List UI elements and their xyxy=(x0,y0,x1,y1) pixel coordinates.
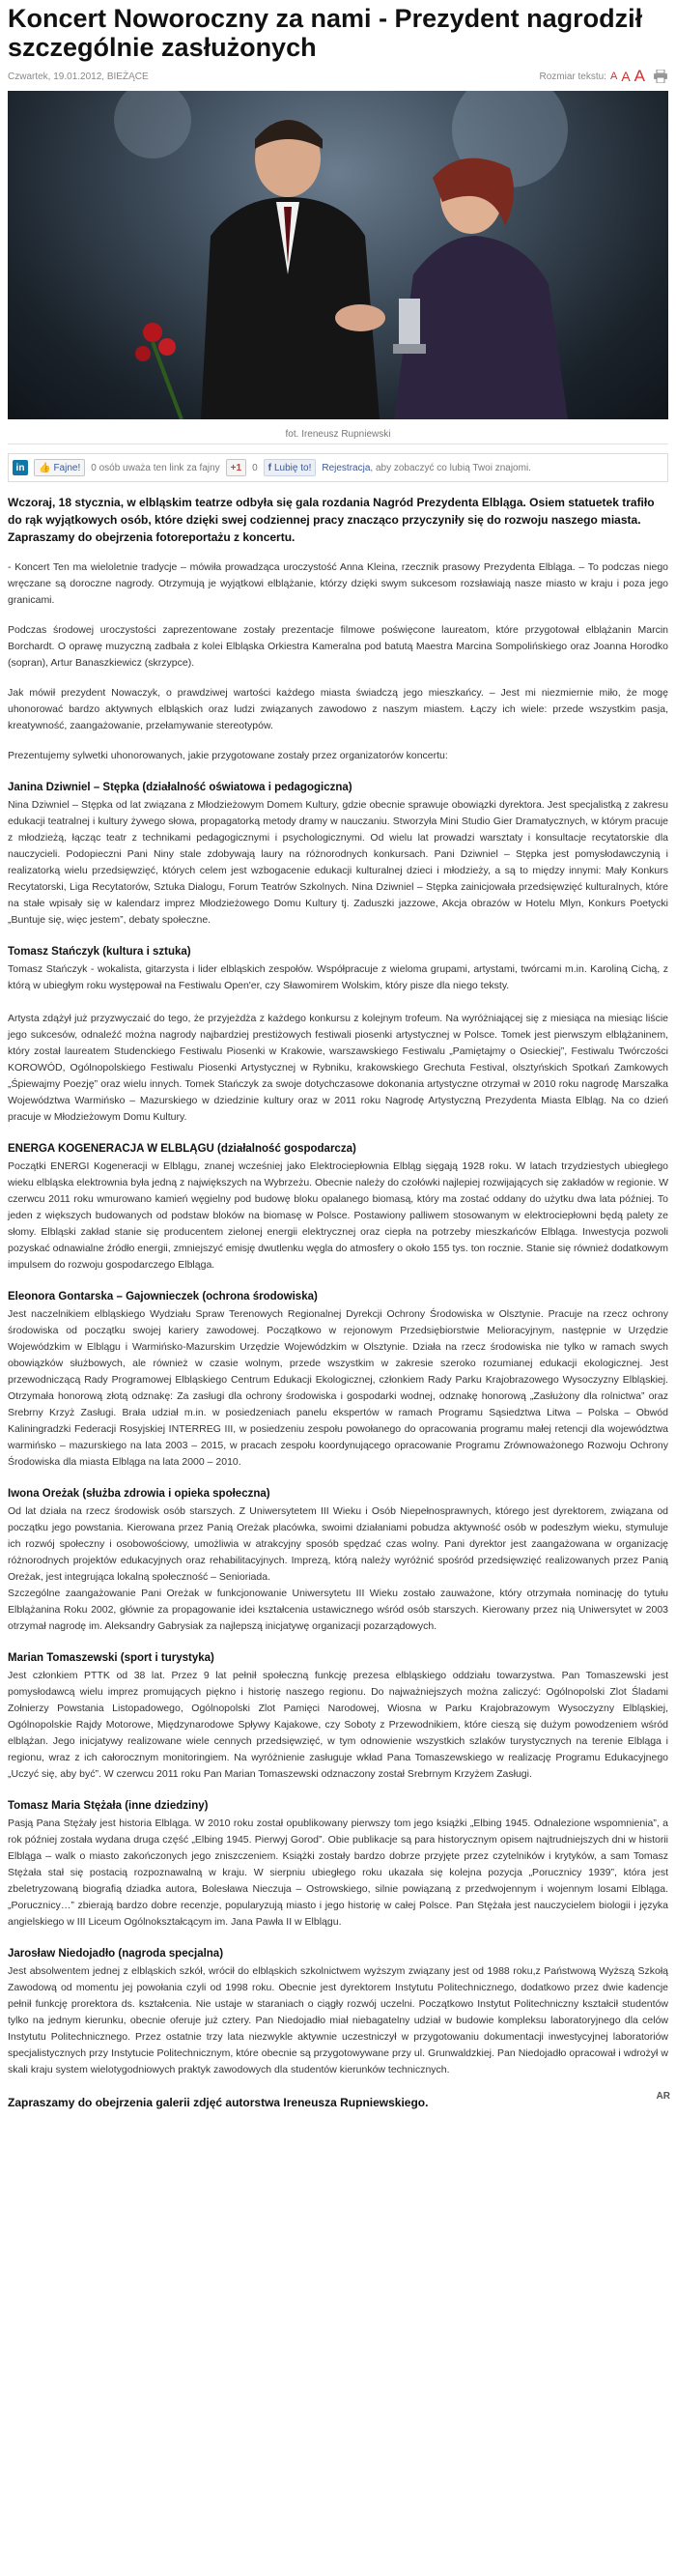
section-text: Pasją Pana Stężały jest historia Elbląga. W 2010 roku został opublikowany pierwszy tom jego książki „Elbing 1945. Odnalezione wspomnienia”, a rok później została wydana druga część „Elbing 1945. Pierwyj Gorod”. Obie publikacje są para historycznym opisem najtrudniejszych dni w historii Elbląga – walk o miasto zakończonych jego zniszczeniem. Książki zostały bardzo dobrze przyjęte przez czytelników i krytyków, a sam Tomasz Stężała stał się postacią rozpoznawalną w kraju. W sierpniu ubiegłego roku ukazała się kolejna pozycja „Porucznicy 1939”, która jest zbeletryzowaną biografią dziadka autora, Bolesława Nieczuja – Ostrowskiego, silnie powiązaną z przedwojennym i wojennym losami Elbląga. „Porucznicy…” zbierają bardzo dobre recenzje, popularyzują miasto i jego historię w całej Polsce. Pan Stężała jest nauczycielem biologii i języka angielskiego w III Liceum Ogólnokształcącym im. Jana Pawła II w Elblągu. xyxy=(8,1818,668,1928)
article-category[interactable]: BIEŻĄCE xyxy=(106,71,149,82)
section-heading: Jarosław Niedojadło (nagroda specjalna) xyxy=(8,1948,224,1960)
laureate-section xyxy=(8,1143,668,1274)
laureate-section xyxy=(8,1488,668,1635)
linkedin-button[interactable]: in xyxy=(13,460,28,475)
like-count: 0 osób uważa ten link za fajny xyxy=(91,462,220,473)
fb-register-text: , aby zobaczyć co lubią Twoi znajomi. xyxy=(370,462,531,473)
fb-like-label: Lubię to! xyxy=(273,462,312,473)
article-date: Czwartek, 19.01.2012, xyxy=(8,71,105,82)
section-heading: Marian Tomaszewski (sport i turystyka) xyxy=(8,1652,214,1664)
section-heading: Tomasz Maria Stężała (inne dziedziny) xyxy=(8,1800,209,1812)
intro-paragraph: Jak mówił prezydent Nowaczyk, o prawdziwej wartości każdego miasta świadczą jego mieszkańcy. – Jest mi niezmiernie miło, że mogę uhonorować bardzo aktywnych elbląskich oraz ludzi związanych zawodowo z naszym miastem. Łączy ich wiele: przede wszystkim pasja, kreatywność, zaangażowanie, przełamywanie stereotypów. xyxy=(8,687,668,731)
section-text: Od lat działa na rzecz środowisk osób starszych. Z Uniwersytetem III Wieku i Osób Niepełnosprawnych, którego jest dyrektorem, związana od początku jego powstania. Kierowana przez Panią Oreżak placówka, swoimi działaniami pobudza aktywność osób w podeszłym wieku, stymuluje ich rozwój społeczny i osobowościowy, umożliwia w atrakcyjny sposób spędzać czas wolny. Pani dyrektor jest zaangażowana w organizację różnorodnych projektów edukacyjnych oraz rehabilitacyjnych. Imprezą, którą należy wyróżnić spośród przedsięwzięć realizowanych przez Panią Oreżak, jest integrująca lokalną społeczność – Senioriada. Szczególne zaangażowanie Pani Oreżak w funkcjonowanie Uniwersytetu III Wieku zostało zauważone, który otrzymała nominację do tytułu Elblążanina Roku 2002, głównie za propagowanie idei kształcenia ustawicznego wśród osób starszych. Kierowany przez nią Uniwersytet w 2003 otrzymał nagrodę im. Aleksandry Gabrysiak za najlepszą inicjatywę organizacji pozarządowych. xyxy=(8,1505,668,1632)
article-content xyxy=(8,546,668,2109)
laureate-section xyxy=(8,1948,668,2078)
laureate-section xyxy=(8,1291,668,1471)
section-text: Początki ENERGI Kogeneracji w Elblągu, znanej wcześniej jako Elektrociepłownia Elbląg sięgają 1928 roku. W latach trzydziestych ubiegłego wieku elbląska elektrownia była jedną z największych na Wybrzeżu. Obecnie należy do czołówki najlepiej rozwijających się zakładów w regionie. W czerwcu 2011 roku wmurowano kamień węgielny pod budowę bloku opalanego biomasą, który ma zostać oddany do użytku dwa lata później. To jeden z większych budowanych od podstaw bloków na biomasę w Polsce. Postawiony palliwem stosowanym w elektrociepłowni będą palety ze słomy. Elbląski zakład stanie się producentem zielonej energii elektrycznej oraz ciepła na potrzeby mieszkańców Elbląga. Inwestycja pozwoli pozyskać odnawialne źródło energii, zmniejszyć emisję dwutlenku węgla do atmosfery o około 155 tys. ton rocznie. Stanie się również dodatkowym impulsem do rozwoju gospodarczego Elbląga. xyxy=(8,1160,669,1271)
article-meta-row xyxy=(8,66,668,87)
font-large-button[interactable]: A xyxy=(634,67,645,85)
font-size-label: Rozmiar tekstu: xyxy=(539,71,606,82)
section-heading: Janina Dziwniel – Stępka (działalność oświatowa i pedagogiczna) xyxy=(8,782,352,793)
thumbs-up-icon: 👍 xyxy=(39,462,51,473)
font-small-button[interactable]: A xyxy=(609,71,618,82)
social-bar xyxy=(8,453,668,482)
section-text: Tomasz Stańczyk - wokalista, gitarzysta i lider elbląskich zespołów. Współpracuje z wieloma grupami, artystami, twórcami m.in. Karoliną Cichą, z którą w ubiegłym roku występował na Festiwalu Open'er, czy Sławomirem Wolskim, który pisze dla niego teksty. Artysta zdążył już przyzwyczaić do tego, że przyjeżdża z każdego konkursu z kolejnym trofeum. Na wyróżniającej się z miesiąca na miesiąc liście jego sukcesów, odnaleźć można nagrody najbardziej prestiżowych festiwali piosenki artystycznej w Polsce. Tomek jest pierwszym elblążaninem, który został laureatem Studenckiego Festiwalu Piosenki w Krakowie, warszawskiego Festiwalu „Pamiętajmy o Osieckiej”, Festiwalu Twórczości KOROWÓD, Ogólnopolskiego Festiwalu Piosenki Artystycznej w Rybniku, krakowskiego Grechuta Festival, olsztyńskich Spotkań Zamkowych „Śpiewajmy Poezję” oraz wielu innych. Tomek Stańczyk za swoje dotychczasowe dokonania artystyczne otrzymał w 2010 roku nagrodę Marszałka Województwa Warmińsko – Mazurskiego w dziedzinie kultury oraz w 2011 roku Nagrodę Artystyczną Prezydenta Miasta Elbląg. Na co dzień pracuje w Młodzieżowym Domu Kultury. xyxy=(8,963,668,1123)
font-medium-button[interactable]: A xyxy=(621,69,631,84)
intro-paragraph: Podczas środowej uroczystości zaprezentowane zostały prezentacje filmowe poświęcone laureatom, które przygotował elblążanin Marcin Borchardt. O oprawę muzyczną zadbała z kolei Elbląska Orkiestra Kameralna pod batutą Maestra Marcina Sompolińskiego oraz Joanna Horodko (sopran), Artur Banaszkiewicz (skrzypce). xyxy=(8,624,668,669)
facebook-icon: f xyxy=(268,462,271,473)
article-meta xyxy=(8,72,149,82)
article-title: Koncert Noworoczny za nami - Prezydent nagrodził szczególnie zasłużonych xyxy=(8,4,643,62)
section-text: Jest członkiem PTTK od 38 lat. Przez 9 lat pełnił społeczną funkcję prezesa elbląskiego oddziału towarzystwa. Pan Tomaszewski jest pomysłodawcą wielu imprez promujących piękno i historię naszego regionu. Do najważniejszych można zaliczyć: Ogólnopolski Zlot Śladami Zołnierzy Powstania Listopadowego, Ogólnopolski Zlot Pamięci Narodowej, Wiosna w Parku Krajobrazowym Wysoczyzny Elbląskiej, Ogólnopolskie Rajdy Motorowe, Międzynarodowe Spływy Kajakowe, czy Soboty z Przewodnikiem, które cieszą się dużym powodzeniem wśród elblążan. Jego inicjatywy realizowane wiele cennych przedsięwzięć, w tym odnowienie wszystkich szlaków turystycznych na terenie Elbląga i regionu, wraz z ich całorocznym monitoringiem. Na wyróżnienie zasługuje wkład Pana Tomaszewskiego w realizację Programu Edukacyjnego „Uczyć się, aby być”. W czerwcu 2011 roku Pan Marian Tomaszewski odznaczony został Srebrnym Krzyżem Zasługi. xyxy=(8,1670,668,1780)
fb-register-link[interactable]: Rejestracja xyxy=(322,462,371,473)
article-photo[interactable] xyxy=(8,91,668,419)
like-button[interactable] xyxy=(34,459,85,476)
section-heading: Iwona Oreżak (służba zdrowia i opieka społeczna) xyxy=(8,1488,270,1500)
laureate-section xyxy=(8,946,668,1126)
laureate-section xyxy=(8,1652,668,1783)
intro-paragraph: - Koncert Ten ma wieloletnie tradycje – mówiła prowadząca uroczystość Anna Kleina, rzecznik prasowy Prezydenta Elbląga. – To podczas niego wręczane są doroczne nagrody. Otrzymują je wyjątkowi elblążanie, którzy dzięki swym sukcesom rozsławiają nasze miasto w kraju i poza jego granicami. xyxy=(8,561,668,606)
gplus-button[interactable]: +1 xyxy=(226,459,246,476)
section-heading: Eleonora Gontarska – Gajownieczek (ochrona środowiska) xyxy=(8,1291,318,1302)
laureate-section xyxy=(8,1800,668,1931)
intro-paragraph: Prezentujemy sylwetki uhonorowanych, jakie przygotowane zostały przez organizatorów koncertu: xyxy=(8,750,448,761)
like-label: Fajne! xyxy=(53,462,81,473)
font-size-tools xyxy=(540,67,669,86)
photo-caption: fot. Ireneusz Rupniewski xyxy=(8,426,668,444)
article-lead: Wczoraj, 18 stycznia, w elbląskim teatrze odbyła się gala rozdania Nagród Prezydenta Elbląga. Osiem statuetek trafiło do rąk wyjątkowych osób, które dzięki swej codziennej pracy znacząco przyczyniły się do rozwoju naszego miasta. Zapraszamy do obejrzenia fotoreportażu z koncertu. xyxy=(8,496,655,544)
print-icon[interactable] xyxy=(653,70,668,83)
gplus-count: 0 xyxy=(252,462,258,473)
section-text: Jest naczelnikiem elbląskiego Wydziału Spraw Terenowych Regionalnej Dyrekcji Ochrony Środowiska w Olsztynie. Pracuje na rzecz ochrony środowiska od początku swojej kariery zawodowej. Początkowo w rejonowym Przedsiębiorstwie Melioracyjnym, następnie w Urzędzie Wojewódzkim w Elblągu i Warmińsko-Mazurskim Urzędzie Wojewódzkim w Olsztynie. Działa na rzecz środowiska nie tylko w ramach swych obowiązków służbowych, ale również w czasie wolnym, przede wszystkim w zakresie szeroko rozumianej edukacji ekologicznej. Jest przewodniczącą Rady Programowej Elbląskiego Centrum Edukacji Ekologicznej, członkiem Rady Parku Krajobrazowego Wysoczyzny Elbląskiej. Otrzymała honorową złotą odznakę: Za zasługi dla ochrony środowiska i gospodarki wodnej, odznakę honorową „Zasłużony dla rolnictwa” oraz Srebrny Krzyż Zasługi. Brała udział m.in. w posiedzeniach panelu ekspertów w ramach Programu Sąsiedztwa Litwa – Polska – Obwód Kaliningradzki Federacji Rosyjskiej INTERREG III, w posiedzeniu zespołu powołanego do opracowania programu małej retencji dla województwa warmińsko – mazurskiego na lata 2003 – 2015, w pracach zespołu koordynującego opracowanie Programu Zrównoważonego Rozwoju Ochrony Środowiska dla miasta Elbląga na lata 2000 – 2010. xyxy=(8,1308,668,1468)
author-initials: AR xyxy=(656,2091,670,2102)
fb-like-button[interactable] xyxy=(264,459,317,476)
gallery-invitation: Zapraszamy do obejrzenia galerii zdjęć autorstwa Ireneusza Rupniewskiego. xyxy=(8,2096,429,2109)
section-heading: ENERGA KOGENERACJA W ELBLĄGU (działalność gospodarcza) xyxy=(8,1143,356,1155)
laureate-section xyxy=(8,782,668,929)
section-heading: Tomasz Stańczyk (kultura i sztuka) xyxy=(8,946,191,958)
section-text: Jest absolwentem jednej z elbląskich szkół, wrócił do elbląskich szkolnictwem wyższym związany jest od 1988 roku,z Państwową Wyższą Szkołą Zawodową od momentu jej powołania czyli od 1998 roku. Obecnie jest dyrektorem Instytutu Politechnicznego, dodatkowo przez dwie kadencje pełnił funkcję prorektora ds. kształcenia. Nie ustaje w staraniach o ciągły rozwój uczelni. Początkowo Instytut Politechniczny kształcił studentów tylko na jednym kierunku, obecnie oferuje już cztery. Pan Niedojadło miał niebagatelny udział w budowie kompleksu laboratoryjnego dla celów Instytutu Politechnicznego. Przez ostatnie trzy lata niezwykle aktywnie uczestniczył w przygotowaniu dokumentacji inwestycyjnej laboratoriów specjalistycznych przy Instytucie Politechnicznym, które obecnie są przygotowywane przy ul. Grunwaldzkiej. Pan Niedojadło opracował i wdrożył w skali kraju system wielotygodniowych praktyk zawodowych dla studentów kierunków technicznych. xyxy=(8,1965,668,2075)
section-text: Nina Dziwniel – Stępka od lat związana z Młodzieżowym Domem Kultury, gdzie obecnie sprawuje obowiązki dyrektora. Jest specjalistką z zakresu edukacji teatralnej i kultury żywego słowa, propagatorką metody dramy w nauczaniu. Stworzyła Mini Studio Gier Dramatycznych, w którym pracuje z młodzieżą, łącząc teatr z technikami pedagogicznymi i psychologicznymi. Od wielu lat prowadzi warsztaty i konsultacje recytatorskie dla nauczycieli. Podopieczni Pani Niny stale zdobywają laury na różnorodnych konkursach. Pani Dziwniel – Stępka jest pomysłodawczynią i realizatorką wielu przedsięwzięć, których celem jest wzbogacenie edukacji kulturalnej dzieci i młodzieży, a są to między innymi: Mały Konkurs Recytatorski, Liga Recytatorów, Sztuka Dialogu, Forum Teatrów Szkolnych. Nina Dziwniel – Stępka zainicjowała przedsięwzięć kulturalnych, które na stałe wpisały się w kalendarz imprez Młodzieżowego Domu Kultury tj. Zaduszki jazzowe, Akcja obrazów w Hotelu Mlyn, Konkurs Poetycki „Buntuje się, więc jestem”, debaty społeczne. xyxy=(8,799,668,926)
